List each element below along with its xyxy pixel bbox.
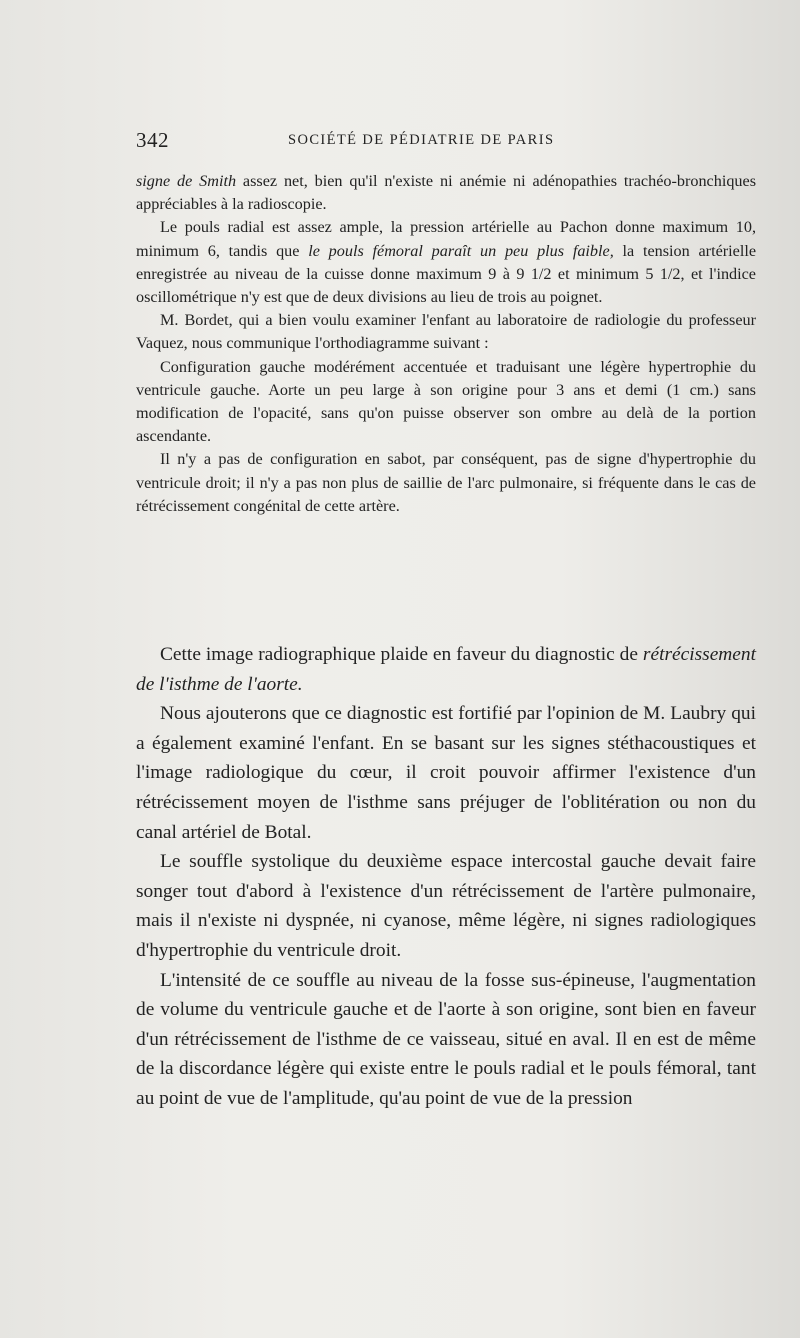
page-number: 342	[136, 128, 169, 152]
paragraph: Configuration gauche modérément accentuée et traduisant une légère hypertrophie du ventricule gauche. Aorte un peu large à son origine pour 3 ans et demi (1 cm.) sans modification de l'opacité, sans qu'on puisse observer son ombre au delà de la portion ascendante.	[136, 357, 756, 446]
paragraph: Nous ajouterons que ce diagnostic est fortifié par l'opinion de M. Laubry qui a également examiné l'enfant. En se basant sur les signes stéthacoustiques et l'image radiologique du cœur, il croit pouvoir affirmer l'existence d'un rétrécissement moyen de l'isthme sans préjuger de l'oblitération ou non du canal artériel de Botal.	[136, 703, 756, 843]
paragraph: Il n'y a pas de configuration en sabot, par conséquent, pas de signe d'hypertrophie du ventricule droit; il n'y a pas non plus de saillie de l'arc pulmonaire, si fréquente dans le cas de rétrécissement congénital de cette artère.	[136, 450, 756, 515]
italic-text: le pouls fémoral paraît un peu plus faible,	[308, 241, 614, 260]
main-text-section	[136, 640, 756, 1114]
text-run: assez net, bien qu'il n'existe ni anémie ni adénopathies trachéo-bronchiques appréciables à la radioscopie.	[136, 172, 756, 214]
paragraph	[136, 216, 756, 309]
paragraph	[136, 640, 756, 699]
paragraph	[136, 170, 756, 216]
small-print-section	[136, 170, 756, 518]
text-run: Le pouls radial est assez ample, la pression artérielle au Pachon donne maximum 10, minimum 6, tandis que	[136, 218, 756, 260]
text-run: la tension artérielle enregistrée au niveau de la cuisse donne maximum 9 à 9 1/2 et minimum 5 1/2, et l'indice oscillométrique n'y est que de deux divisions au lieu de trois au poignet.	[136, 241, 757, 307]
paragraph: Le souffle systolique du deuxième espace intercostal gauche devait faire songer tout d'abord à l'existence d'un rétrécissement de l'artère pulmonaire, mais il n'existe ni dyspnée, ni cyanose, même légère, ni signes radiologiques d'hypertrophie du ventricule droit.	[136, 851, 756, 961]
paragraph: L'intensité de ce souffle au niveau de la fosse sus-épineuse, l'augmentation de volume du ventricule gauche et de l'aorte à son origine, sont bien en faveur d'un rétrécissement de l'isthme de ce vaisseau, situé en aval. Il en est de même de la discordance légère qui existe entre le pouls radial et le pouls fémoral, tant au point de vue de l'amplitude, qu'au point de vue de la pression	[136, 969, 756, 1109]
text-run: Cette image radiographique plaide en faveur du diagnostic de	[160, 644, 643, 665]
italic-text: rétrécissement de l'isthme de l'aorte.	[136, 644, 756, 695]
running-title: SOCIÉTÉ DE PÉDIATRIE DE PARIS	[288, 132, 555, 148]
page-header	[136, 128, 756, 152]
paragraph: M. Bordet, qui a bien voulu examiner l'enfant au laboratoire de radiologie du professeur Vaquez, nous communique l'orthodiagramme suivant :	[136, 311, 756, 353]
italic-text: signe de Smith	[136, 172, 237, 190]
